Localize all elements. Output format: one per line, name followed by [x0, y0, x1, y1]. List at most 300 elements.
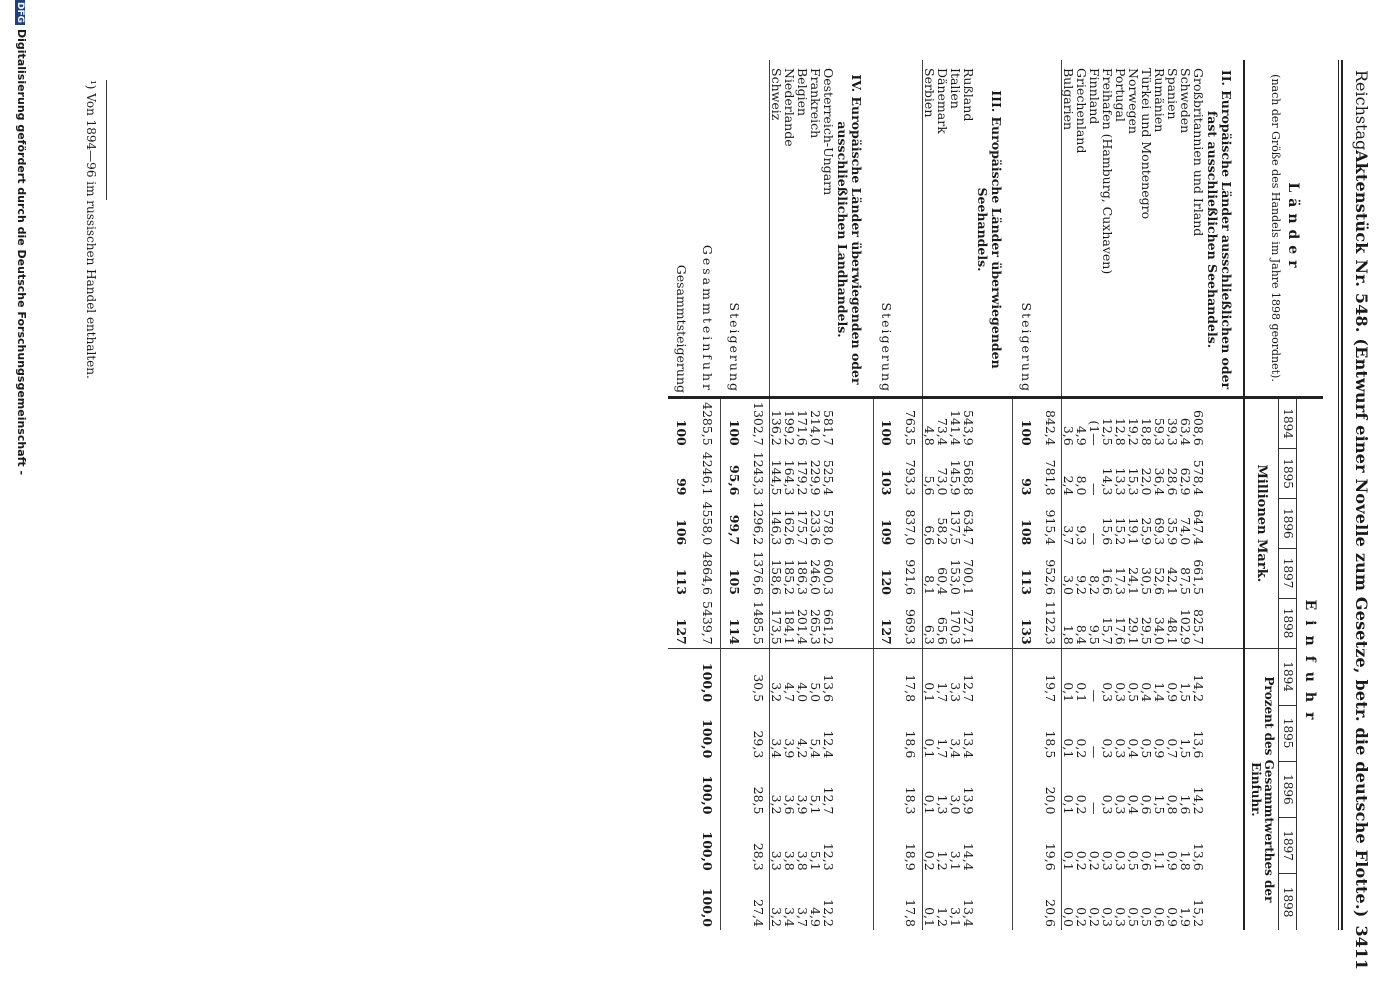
- empty-cell: [836, 817, 874, 873]
- pct-value: 3,0: [948, 794, 963, 815]
- abs-value: 2,4: [1061, 475, 1077, 496]
- pct-value: 1,7: [935, 738, 950, 759]
- group-header: Einfuhr: [1297, 398, 1324, 931]
- abs-value: 87,5: [1178, 567, 1194, 595]
- empty-cell: [748, 60, 771, 398]
- empty-cell: [836, 761, 874, 817]
- table-row: [823, 60, 836, 930]
- abs-value: 825,7: [1191, 608, 1207, 645]
- pct-value: 3,3: [769, 850, 785, 871]
- empty-cell: [836, 874, 874, 930]
- total-abs: 915,4: [1040, 499, 1063, 549]
- pct-value: 1,5: [1152, 794, 1168, 815]
- abs-value: 171,6: [797, 398, 810, 449]
- empty-cell: [975, 499, 1013, 549]
- empty-cell: [975, 761, 1013, 817]
- pct-value: 0,3: [1113, 907, 1129, 927]
- header-left: Reichstag.: [1352, 70, 1371, 156]
- pct-value: 0,6: [1152, 907, 1168, 927]
- pct-value: 1,2: [935, 907, 950, 927]
- total-pct: 18,9: [900, 817, 923, 873]
- pct-value: 0,1: [1061, 738, 1077, 759]
- abs-value: 175,7: [795, 509, 811, 546]
- gesammteinfuhr-abs: 4246,1: [700, 451, 715, 496]
- country-name: Frankreich: [808, 68, 824, 139]
- empty-cell: [975, 398, 1013, 449]
- empty-cell: [975, 598, 1013, 648]
- total-pct: 30,5: [748, 648, 771, 705]
- year-header: 1895: [1279, 449, 1297, 499]
- steigerung-label: Steigerung: [879, 302, 895, 393]
- abs-value: 69,3: [1152, 517, 1168, 546]
- empty-cell: [1013, 761, 1040, 817]
- total-abs: 1485,5: [748, 598, 771, 648]
- empty-cell: [1040, 60, 1063, 398]
- pct-value: 1,7: [936, 648, 949, 705]
- section-total-row: [900, 60, 923, 930]
- abs-value: 634,7: [961, 509, 976, 546]
- abs-value: 15,2: [1113, 517, 1129, 546]
- table-row: [936, 60, 949, 930]
- pct-value: 5,1: [808, 850, 824, 871]
- abs-value: 137,5: [948, 509, 963, 546]
- abs-value: 30,5: [1139, 567, 1155, 595]
- abs-value: 3,0: [1061, 575, 1077, 595]
- steigerung-value: 93: [1013, 449, 1040, 499]
- pct-value: 0,3: [1113, 850, 1129, 871]
- total-abs: 781,8: [1040, 449, 1063, 499]
- pct-value: 0,4: [1141, 648, 1154, 705]
- pct-value: 0,5: [1139, 738, 1155, 759]
- pct-value: 3,8: [795, 850, 811, 871]
- empty-cell: [836, 548, 874, 598]
- empty-cell: [1013, 817, 1040, 873]
- pct-value: 3,9: [795, 794, 811, 815]
- abs-value: 17,3: [1113, 567, 1129, 595]
- abs-value: 62,9: [1178, 467, 1194, 496]
- abs-value: 19,1: [1126, 517, 1142, 546]
- table-row: [1193, 60, 1206, 930]
- abs-value: 543,9: [962, 398, 975, 449]
- pct-value: 0,6: [1139, 794, 1155, 815]
- countries-title: Länder: [1285, 182, 1302, 274]
- pct-value: 12,7: [821, 786, 837, 815]
- pct-value: 3,4: [782, 907, 798, 927]
- pct-value: 0,5: [1126, 907, 1142, 927]
- total-abs: 952,6: [1040, 548, 1063, 598]
- abs-value: 15,6: [1100, 517, 1116, 546]
- gesammteinfuhr-row: [695, 60, 722, 930]
- abs-value: 162,6: [782, 509, 798, 546]
- empty-cell: [669, 705, 695, 761]
- total-pct: 20,0: [1040, 761, 1063, 817]
- abs-unit: Millionen Mark.: [1245, 398, 1279, 649]
- steigerung-row: [1013, 60, 1040, 930]
- abs-value: 102,9: [1178, 608, 1194, 645]
- abs-value: 13,3: [1113, 467, 1129, 496]
- abs-value: 18,8: [1141, 398, 1154, 449]
- abs-value: 14,3: [1100, 467, 1116, 496]
- pct-value: 14,2: [1191, 786, 1207, 815]
- empty-cell: [1206, 548, 1245, 598]
- pct-value: 0,8: [1165, 794, 1181, 815]
- total-abs: 1302,7: [748, 398, 771, 449]
- abs-value: 186,3: [795, 559, 811, 595]
- total-abs: 1122,3: [1040, 598, 1063, 648]
- abs-value: 229,9: [808, 459, 824, 496]
- table-row: [1076, 60, 1089, 930]
- pct-value: 0,2: [1087, 850, 1103, 871]
- empty-cell: [1013, 705, 1040, 761]
- country-name: Oesterreich-Ungarn: [821, 68, 837, 196]
- abs-value: 608,6: [1193, 398, 1206, 449]
- year-header: 1898: [1279, 598, 1297, 648]
- empty-cell: [1206, 874, 1245, 930]
- pct-value: 1,6: [1178, 794, 1194, 815]
- pct-value: 12,2: [821, 899, 837, 927]
- abs-value: 34,0: [1152, 616, 1168, 645]
- pct-value: 13,6: [1191, 730, 1207, 759]
- gesammteinfuhr-label: Gesammteinfuhr: [700, 244, 716, 393]
- page-header: [1347, 70, 1375, 970]
- pct-value: 3,4: [769, 738, 785, 759]
- header-rule-thin: [1338, 60, 1339, 930]
- abs-value: 158,6: [769, 559, 785, 595]
- pct-value: 3,7: [795, 907, 811, 927]
- abs-value: 246,0: [808, 559, 824, 595]
- pct-value: 0,5: [1139, 907, 1155, 927]
- total-abs: 1376,6: [748, 548, 771, 598]
- empty-cell: [669, 817, 695, 873]
- abs-value: 48,1: [1165, 616, 1181, 645]
- pct-value: 0,9: [1165, 850, 1181, 871]
- total-abs: 842,4: [1040, 398, 1063, 449]
- abs-value: 3,6: [1062, 398, 1076, 449]
- pct-value: 0,9: [1165, 907, 1181, 927]
- pct-value: 0,9: [1152, 738, 1168, 759]
- country-name: Großbritannien und Irland: [1191, 68, 1207, 237]
- gesammteinfuhr-pct: 100,0: [700, 887, 715, 927]
- pct-value: 3,4: [948, 738, 963, 759]
- steigerung-label: Steigerung: [726, 302, 742, 393]
- abs-value: 214,0: [810, 398, 823, 449]
- abs-value: 9,5: [1087, 624, 1103, 645]
- abs-value: 581,7: [823, 398, 836, 449]
- abs-value: 185,2: [782, 559, 798, 595]
- country-name: Serbien: [922, 68, 937, 118]
- abs-value: 233,6: [808, 509, 824, 546]
- gesammteinfuhr-abs: 4864,6: [700, 551, 715, 595]
- abs-value: 8,1: [922, 575, 937, 595]
- abs-value: 73,0: [935, 467, 950, 496]
- country-name: Griechenland: [1074, 68, 1090, 154]
- countries-subtitle: (nach der Größe des Handels im Jahre 1898 geordnet).: [1269, 74, 1283, 382]
- steigerung-value: 99,7: [721, 499, 748, 549]
- section-title: II. Europäische Länder ausschließlichen oder fast ausschließlichen Seehandels.: [1205, 69, 1235, 390]
- steigerung-row: [874, 60, 901, 930]
- pct-value: 1,9: [1178, 907, 1194, 927]
- empty-cell: [836, 648, 874, 705]
- steigerung-value: 109: [874, 499, 901, 549]
- pct-value: 0,3: [1100, 794, 1116, 815]
- steigerung-value: 113: [1013, 548, 1040, 598]
- pct-value: 0,1: [1062, 648, 1076, 705]
- pct-value: 3,6: [782, 794, 798, 815]
- abs-value: 24,1: [1126, 567, 1142, 595]
- pct-value: 0,1: [1061, 850, 1077, 871]
- countries-header: [1245, 60, 1324, 398]
- empty-cell: [1206, 598, 1245, 648]
- footnote-rule: [106, 80, 107, 200]
- abs-value: 52,6: [1152, 567, 1168, 595]
- total-abs: 763,5: [900, 398, 923, 449]
- pct-value: 0,4: [1126, 794, 1142, 815]
- total-abs: 1296,2: [748, 499, 771, 549]
- abs-value: 16,6: [1100, 567, 1116, 595]
- gesammteinfuhr-abs: 4285,5: [695, 398, 722, 449]
- steigerung-value: 103: [874, 449, 901, 499]
- abs-value: 173,5: [769, 608, 785, 645]
- abs-value: 22,0: [1139, 467, 1155, 496]
- abs-value: 59,3: [1154, 398, 1167, 449]
- dfg-logo: DFG: [15, 2, 25, 24]
- gesammtsteigerung-row: [669, 60, 695, 930]
- steigerung-value: 100: [721, 398, 748, 449]
- pct-value: —: [1087, 745, 1103, 759]
- gesammteinfuhr-pct: 100,0: [700, 719, 715, 759]
- pct-value: 3,3: [949, 648, 962, 705]
- abs-value: 35,9: [1165, 517, 1181, 546]
- abs-value: 578,4: [1191, 459, 1207, 496]
- country-name: Schweiz: [769, 68, 785, 121]
- empty-cell: [975, 817, 1013, 873]
- pct-value: 0,5: [1126, 850, 1142, 871]
- pct-value: 3,2: [769, 794, 785, 815]
- table-row: [1102, 60, 1115, 930]
- abs-value: 42,1: [1165, 567, 1181, 595]
- abs-value: 647,4: [1191, 509, 1207, 546]
- pct-value: 0,3: [1100, 850, 1116, 871]
- total-pct: 28,5: [748, 761, 771, 817]
- abs-value: 600,3: [821, 559, 837, 595]
- pct-value: 0,6: [1139, 850, 1155, 871]
- abs-value: 8,2: [1087, 575, 1103, 595]
- empty-cell: [836, 398, 874, 449]
- abs-value: 25,9: [1139, 517, 1155, 546]
- abs-value: 1,8: [1061, 624, 1077, 645]
- pct-value: 0,1: [923, 648, 937, 705]
- gesammtsteigerung-value: 106: [674, 519, 689, 546]
- abs-value: 9,2: [1074, 575, 1090, 595]
- country-name: Rumänien: [1152, 68, 1168, 133]
- abs-value: 661,5: [1191, 559, 1207, 595]
- abs-value: 184,1: [782, 608, 798, 645]
- year-header: 1894: [1279, 398, 1297, 449]
- country-name: Bulgarien: [1061, 68, 1077, 131]
- country-name: Schweden: [1178, 68, 1194, 134]
- abs-value: 65,6: [935, 616, 950, 645]
- abs-value: 12,8: [1115, 398, 1128, 449]
- abs-value: 60,4: [935, 567, 950, 595]
- total-abs: 1243,3: [748, 449, 771, 499]
- abs-value: 4,9: [1076, 398, 1089, 449]
- pct-value: 0,3: [1100, 738, 1116, 759]
- empty-cell: [975, 705, 1013, 761]
- abs-value: 146,3: [769, 509, 785, 546]
- abs-value: 29,1: [1126, 616, 1142, 645]
- total-abs: 793,3: [900, 449, 923, 499]
- abs-value: 727,1: [961, 608, 976, 645]
- abs-value: 6,3: [922, 624, 937, 645]
- pct-value: 4,0: [797, 648, 810, 705]
- empty-cell: [836, 705, 874, 761]
- empty-cell: [669, 874, 695, 930]
- abs-value: 170,3: [948, 608, 963, 645]
- pct-value: 3,1: [948, 850, 963, 871]
- empty-cell: [874, 648, 901, 705]
- total-abs: 969,3: [900, 598, 923, 648]
- country-name: Türkei und Montenegro: [1139, 68, 1155, 220]
- pct-value: 3,8: [782, 850, 798, 871]
- country-name: Norwegen: [1126, 68, 1142, 134]
- abs-value: —: [1087, 532, 1103, 546]
- abs-value: 153,0: [948, 559, 963, 595]
- abs-value: 164,3: [782, 459, 798, 496]
- total-abs: 921,6: [900, 548, 923, 598]
- pct-value: —: [1087, 801, 1103, 815]
- empty-cell: [874, 817, 901, 873]
- pct-value: 4,2: [795, 738, 811, 759]
- pct-value: 3,2: [770, 648, 784, 705]
- digitization-note: [15, 0, 28, 1000]
- pct-value: —: [1089, 648, 1102, 705]
- total-pct: 19,6: [1040, 817, 1063, 873]
- empty-cell: [1013, 874, 1040, 930]
- abs-value: 19,2: [1128, 398, 1141, 449]
- pct-value: 0,2: [922, 850, 937, 871]
- table-row: [770, 60, 784, 930]
- abs-value: 179,2: [795, 459, 811, 496]
- empty-cell: [975, 874, 1013, 930]
- abs-value: 6,6: [922, 525, 937, 546]
- country-name: Italien: [948, 68, 963, 109]
- empty-cell: [874, 705, 901, 761]
- year-header: 1897: [1279, 548, 1297, 598]
- section-title: III. Europäische Länder überwiegenden Seehandels.: [975, 90, 1004, 369]
- pct-value: 0,3: [1113, 738, 1129, 759]
- table-row: [923, 60, 937, 930]
- section-total-row: [1040, 60, 1063, 930]
- abs-value: 5,6: [922, 475, 937, 496]
- import-table: [669, 60, 1324, 930]
- total-pct: 18,5: [1040, 705, 1063, 761]
- empty-cell: [874, 874, 901, 930]
- section-total-row: [748, 60, 771, 930]
- steigerung-value: 105: [721, 548, 748, 598]
- gesammteinfuhr-pct: 100,0: [700, 831, 715, 871]
- pct-value: 13,4: [961, 899, 976, 927]
- steigerung-value: 133: [1013, 598, 1040, 648]
- empty-cell: [1013, 648, 1040, 705]
- country-name: Rußland: [961, 68, 976, 122]
- empty-cell: [1206, 499, 1245, 549]
- pct-value: 12,3: [821, 842, 837, 871]
- pct-value: 3,1: [948, 907, 963, 927]
- country-name: Belgien: [795, 68, 811, 117]
- steigerung-value: 100: [874, 398, 901, 449]
- footnote: ¹) Von 1894—96 im russischen Handel enthalten.: [84, 80, 98, 379]
- total-pct: 28,3: [748, 817, 771, 873]
- steigerung-value: 95,6: [721, 449, 748, 499]
- gesammteinfuhr-abs: 5439,7: [700, 601, 715, 645]
- abs-value: 136,2: [770, 398, 784, 449]
- pct-value: 0,3: [1100, 907, 1116, 927]
- pct-value: 1,1: [1152, 850, 1168, 871]
- empty-cell: [721, 648, 748, 705]
- empty-cell: [1206, 449, 1245, 499]
- empty-cell: [836, 449, 874, 499]
- empty-cell: [1206, 398, 1245, 449]
- gesammteinfuhr-abs: 4558,0: [700, 501, 715, 546]
- steigerung-value: 100: [1013, 398, 1040, 449]
- empty-cell: [721, 874, 748, 930]
- pct-value: 0,1: [922, 738, 937, 759]
- pct-value: 13,9: [961, 786, 976, 815]
- gesammtsteigerung-value: 99: [674, 478, 689, 496]
- pct-unit: Prozent des Gesammtwerthes der Einfuhr.: [1245, 648, 1279, 930]
- abs-value: 74,0: [1178, 517, 1194, 546]
- empty-cell: [721, 761, 748, 817]
- empty-cell: [836, 598, 874, 648]
- pct-value: 1,5: [1178, 738, 1194, 759]
- pct-value: 12,4: [821, 730, 837, 759]
- abs-value: 29,5: [1139, 616, 1155, 645]
- abs-value: 144,5: [769, 459, 785, 496]
- pct-value: 12,7: [962, 648, 975, 705]
- pct-value: 0,3: [1102, 648, 1115, 705]
- pct-value: 14,2: [1193, 648, 1206, 705]
- abs-value: 36,4: [1152, 467, 1168, 496]
- total-pct: 29,3: [748, 705, 771, 761]
- abs-value: —: [1087, 483, 1103, 496]
- pct-value: 0,3: [1115, 648, 1128, 705]
- pct-value: 1,2: [935, 850, 950, 871]
- empty-cell: [669, 648, 695, 705]
- pct-value: 0,2: [1074, 738, 1090, 759]
- total-pct: 27,4: [748, 874, 771, 930]
- pct-value: 5,1: [808, 794, 824, 815]
- pct-value: 0,0: [1061, 907, 1077, 927]
- table-row: [784, 60, 797, 930]
- country-name: Dänemark: [935, 68, 950, 134]
- gesammteinfuhr-pct: 100,0: [695, 648, 722, 705]
- pct-value: 0,2: [1087, 907, 1103, 927]
- pct-value: 1,4: [1154, 648, 1167, 705]
- pct-value: 0,9: [1167, 648, 1180, 705]
- gesammteinfuhr-pct: 100,0: [700, 775, 715, 815]
- pct-value: 4,7: [784, 648, 797, 705]
- table-row: [949, 60, 962, 930]
- pct-value: 0,1: [922, 794, 937, 815]
- abs-value: 39,3: [1167, 398, 1180, 449]
- pct-value: 0,2: [1074, 907, 1090, 927]
- pct-value: 5,0: [810, 648, 823, 705]
- header-rule: [1341, 60, 1343, 930]
- abs-value: 141,4: [949, 398, 962, 449]
- abs-value: 63,4: [1180, 398, 1193, 449]
- pct-value: 0,2: [1074, 850, 1090, 871]
- abs-value: 578,0: [821, 509, 837, 546]
